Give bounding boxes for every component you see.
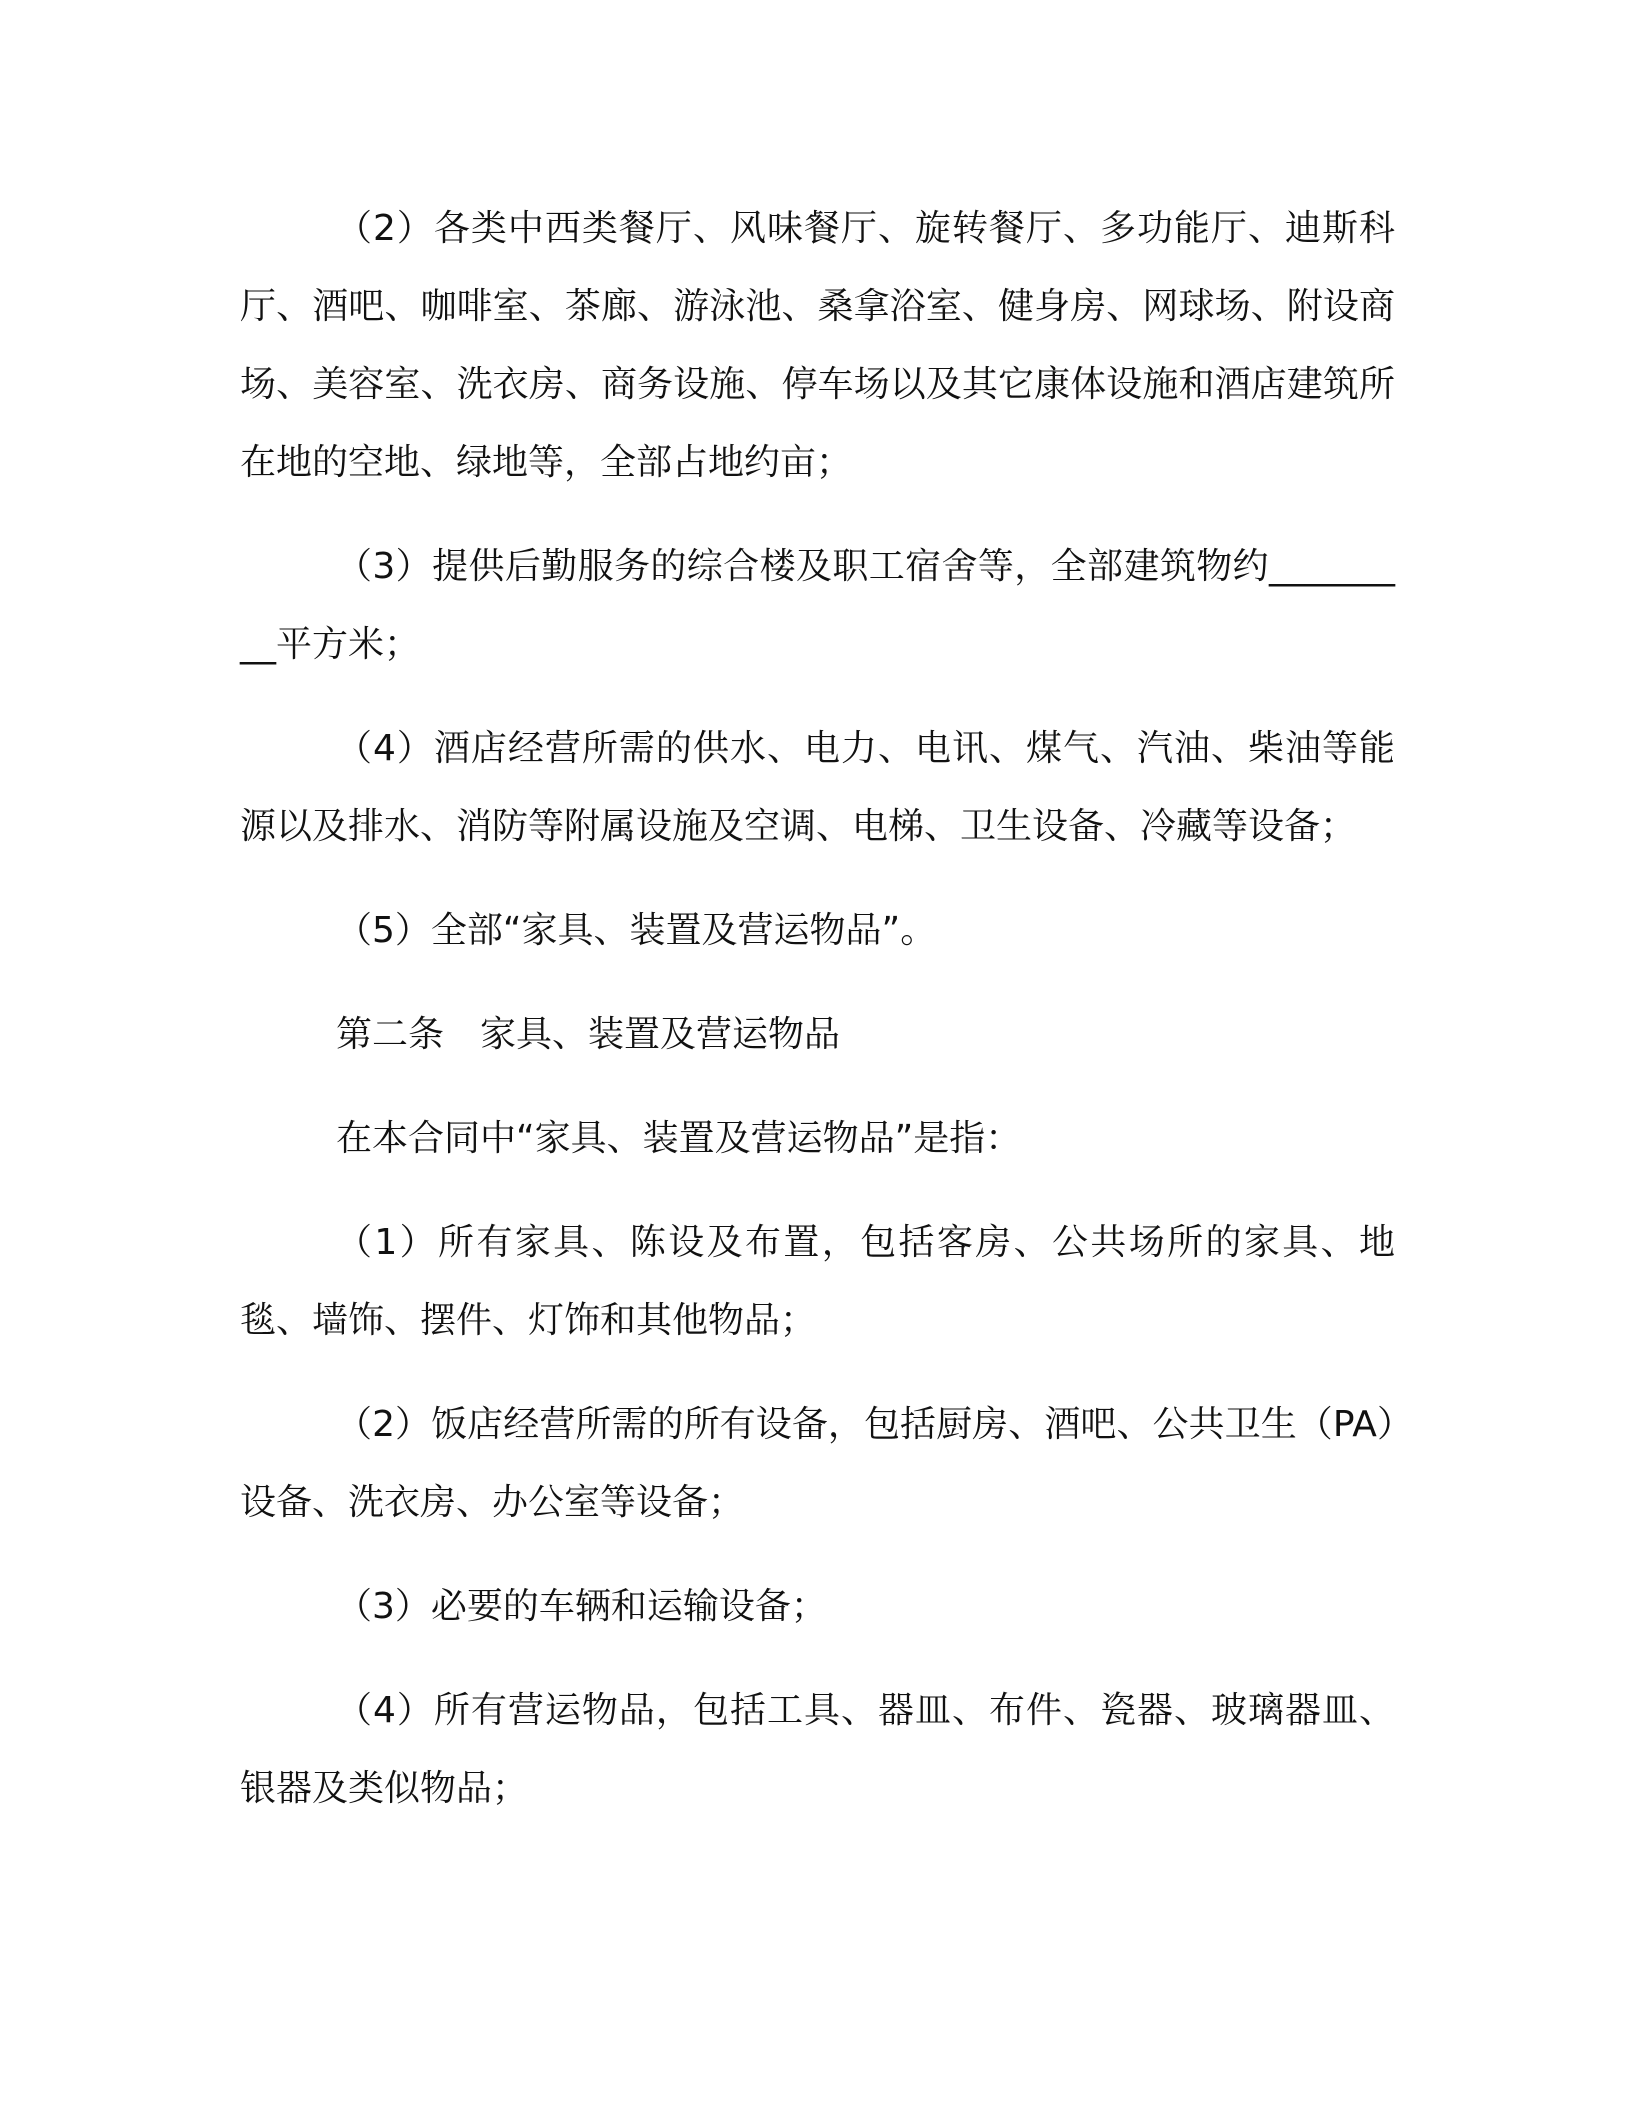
section-heading-article-2: 第二条 家具、装置及营运物品 [336, 1014, 841, 1055]
paragraph-item-4-utilities: （4）酒店经营所需的供水、电力、电讯、煤气、汽油、柴油等能源以及排水、消防等附属设施及空调、电梯、卫生设备、冷藏等设备； [240, 728, 1395, 847]
paragraph-def-item-3: （3）必要的车辆和运输设备； [336, 1586, 827, 1627]
paragraph-def-item-2: （2）饭店经营所需的所有设备，包括厨房、酒吧、公共卫生（PA）设备、洗衣房、办公室等设备； [240, 1404, 1395, 1523]
paragraph-item-3-buildings: （3）提供后勤服务的综合楼及职工宿舍等，全部建筑物约_________平方米； [240, 546, 1395, 665]
paragraph-def-item-1: （1）所有家具、陈设及布置，包括客房、公共场所的家具、地毯、墙饰、摆件、灯饰和其他物品； [240, 1222, 1395, 1341]
paragraph-item-5-furniture: （5）全部“家具、装置及营运物品”。 [336, 910, 937, 951]
paragraph-item-2-facilities: （2）各类中西类餐厅、风味餐厅、旋转餐厅、多功能厅、迪斯科厅、酒吧、咖啡室、茶廊、游泳池、桑拿浴室、健身房、网球场、附设商场、美容室、洗衣房、商务设施、停车场以及其它康体设施和酒店建筑所在地的空地、绿地等，全部占地约亩； [240, 208, 1395, 483]
paragraph-def-item-4: （4）所有营运物品，包括工具、器皿、布件、瓷器、玻璃器皿、银器及类似物品； [240, 1690, 1395, 1809]
paragraph-definition-intro: 在本合同中“家具、装置及营运物品”是指： [336, 1118, 1022, 1159]
document-body [240, 190, 1395, 1854]
